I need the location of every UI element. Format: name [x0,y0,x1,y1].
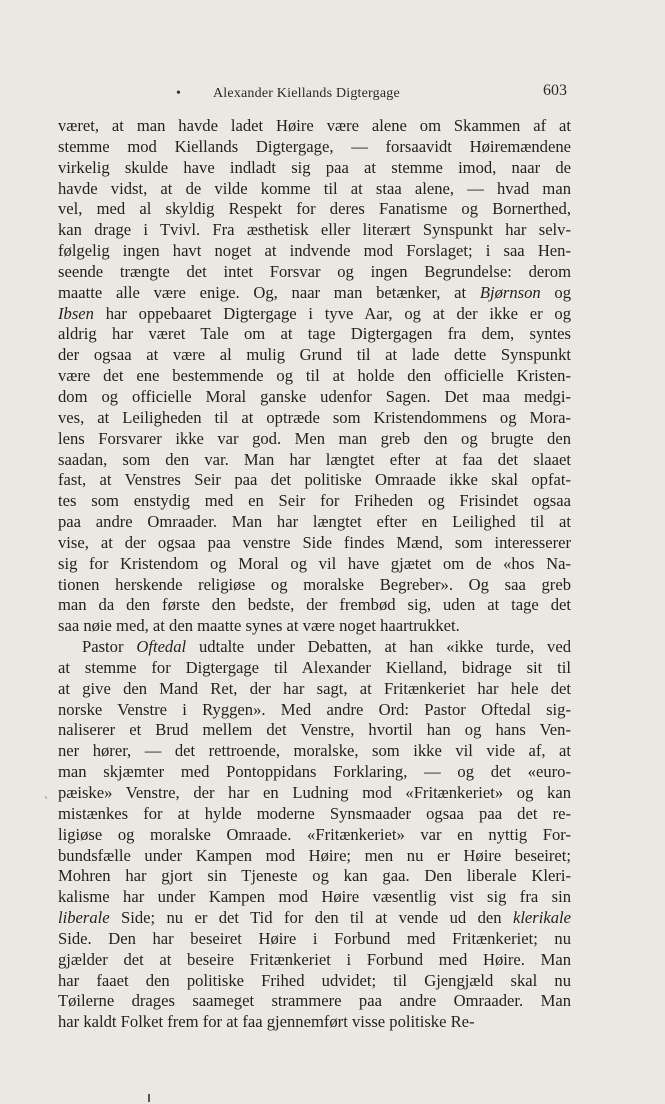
text-run: maatte alle være enige. Og, naar man betænker, at [58,282,480,302]
text-run: udtalte under Debatten, at han «ikke turde, ved [186,637,571,657]
text-line [58,450,571,471]
text-run: kalisme har under Kampen mod Høire væsentlig vist sig fra sin [58,887,571,907]
text-line [58,804,571,825]
text-line [58,720,571,741]
italic-name: Ibsen [58,303,94,323]
italic-name: Bjørnson [479,282,541,302]
text-run: havde vidst, at de vilde komme til at staa alene, — hvad man [58,178,571,198]
text-run: har oppebaaret Digtergage i tyve Aar, og at der ikke er og [93,303,571,323]
text-line [58,116,571,137]
text-run: lens Forsvarer ikke var god. Men man greb den og brugte den [58,428,571,448]
text-run: har kaldt Folket frem for at faa gjennemført visse politiske Re- [58,1012,475,1032]
text-line [58,741,571,762]
text-run: saadan, som den var. Man har længtet efter at faa det slaaet [58,449,571,469]
text-line [58,679,571,700]
text-line [58,637,571,658]
text-run: gjælder det at beseire Fritænkeriet i Forbund med Høire. Man [58,949,571,969]
body-text [58,116,571,1033]
text-run: ves, at Leiligheden til at optræde som Kristendommens og Mora- [58,407,571,427]
bottom-mark [148,1094,150,1102]
text-run: naliserer et Brud mellem det Venstre, hvortil han og hans Ven- [58,720,571,740]
italic-name: Oftedal [136,637,187,657]
margin-mark: ` [44,794,48,808]
text-run: været, at man havde ladet Høire være alene om Skammen af at [58,116,571,135]
text-line [58,283,571,304]
text-line [58,533,571,554]
text-run: dom og officielle Moral ganske udenfor Sagen. Det maa medgi- [58,386,571,406]
text-run: bundsfælle under Kampen mod Høire; men nu er Høire beseiret; [58,845,571,865]
text-run: norske Venstre i Ryggen». Med andre Ord: Pastor Oftedal sig- [58,699,571,719]
text-line [58,825,571,846]
text-line [58,554,571,575]
text-run: man da den første den bedste, der frembød sig, uden at tage det [58,595,571,615]
text-run: pæiske» Venstre, der har en Ludning mod «Fritænkeriet» og kan [58,783,571,802]
text-line [58,616,571,637]
text-run: vise, at der ogsaa paa venstre Side findes Mænd, som interesserer [58,532,571,552]
text-line [58,575,571,596]
text-line [58,366,571,387]
text-run: Side; nu er det Tid for den til at vende ud den [109,908,513,928]
text-line [58,470,571,491]
text-line [58,324,571,345]
text-run: har faaet den politiske Frihed udvidet; til Gjengjæld skal nu [58,970,571,990]
header-bullet: • [176,86,181,101]
text-run: Side. Den har beseiret Høire i Forbund med Fritænkeriet; nu [58,928,571,948]
text-run: ligiøse og moralske Omraade. «Fritænkeriet» var en nyttig For- [58,824,571,844]
text-run: at stemme for Digtergage til Alexander Kielland, bidrage sit til [58,657,571,677]
text-line [58,783,571,804]
text-line [58,179,571,200]
text-run: ner hører, — det rettroende, moralske, som ikke vil vide af, at [58,741,571,761]
running-header [0,80,665,104]
text-run: paa andre Omraader. Man har længtet efter en Leilighed til at [58,512,571,532]
text-line [58,929,571,950]
text-run: tes som enstydig med en Seir for Friheden og Frisindet ogsaa [58,491,571,511]
text-run: Pastor [82,637,137,657]
text-line [58,137,571,158]
text-run: være det ene bestemmende og til at holde den officielle Kristen- [58,366,571,386]
text-run: saa nøie med, at den maatte synes at være noget haartrukket. [58,616,460,636]
text-line [58,991,571,1012]
text-line [58,887,571,908]
text-run: man skjæmter med Pontoppidans Forklaring, — og det «euro- [58,762,571,782]
text-run: og [540,282,571,302]
text-line [58,262,571,283]
text-line [58,950,571,971]
text-line [58,199,571,220]
italic-name: klerikale [512,908,571,928]
text-line [58,491,571,512]
text-line [58,595,571,616]
text-line [58,971,571,992]
text-run: Tøilerne drages saameget strammere paa andre Omraader. Man [58,991,571,1011]
text-run: at give den Mand Ret, der har sagt, at Fritænkeriet har hele det [58,678,571,698]
text-run: stemme mod Kiellands Digtergage, — forsaavidt Høiremændene [58,136,571,156]
italic-name: liberale [58,908,110,928]
text-line [58,1012,571,1033]
text-run: Mohren har gjort sin Tjeneste og kan gaa. Den liberale Kleri- [58,866,571,886]
text-line [58,387,571,408]
text-line [58,846,571,867]
text-run: fast, at Venstres Seir paa det politiske Omraade ikke skal opfat- [58,470,571,490]
text-line [58,700,571,721]
text-line [58,241,571,262]
text-run: mistænkes for at hylde moderne Synsmaader ogsaa paa det re- [58,803,571,823]
text-line [58,762,571,783]
text-line [58,304,571,325]
text-line [58,908,571,929]
text-line [58,220,571,241]
text-line [58,866,571,887]
text-line [58,345,571,366]
text-run: der ogsaa at være al mulig Grund til at lade dette Synspunkt [58,345,571,365]
text-line [58,429,571,450]
text-run: følgelig ingen havt noget at indvende mod Forslaget; i saa Hen- [58,241,571,261]
text-line [58,158,571,179]
text-run: seende trængte det intet Forsvar og ingen Begrundelse: derom [58,261,571,281]
text-run: aldrig har været Tale om at tage Digtergagen fra dem, syntes [58,324,571,344]
text-run: tionen herskende religiøse og moralske Begreber». Og saa greb [58,574,571,594]
text-line [58,408,571,429]
running-title: Alexander Kiellands Digtergage [213,86,400,101]
text-line [58,512,571,533]
text-run: sig for Kristendom og Moral og vil have gjætet om de «hos Na- [58,553,571,573]
text-run: kan drage i Tvivl. Fra æsthetisk eller literært Synspunkt har selv- [58,220,571,240]
text-run: virkelig skulde have indladt sig paa at stemme imod, naar de [58,157,571,177]
text-run: vel, med al skyldig Respekt for deres Fanatisme og Bornerthed, [58,199,571,219]
page-number: 603 [543,82,567,99]
text-line [58,658,571,679]
